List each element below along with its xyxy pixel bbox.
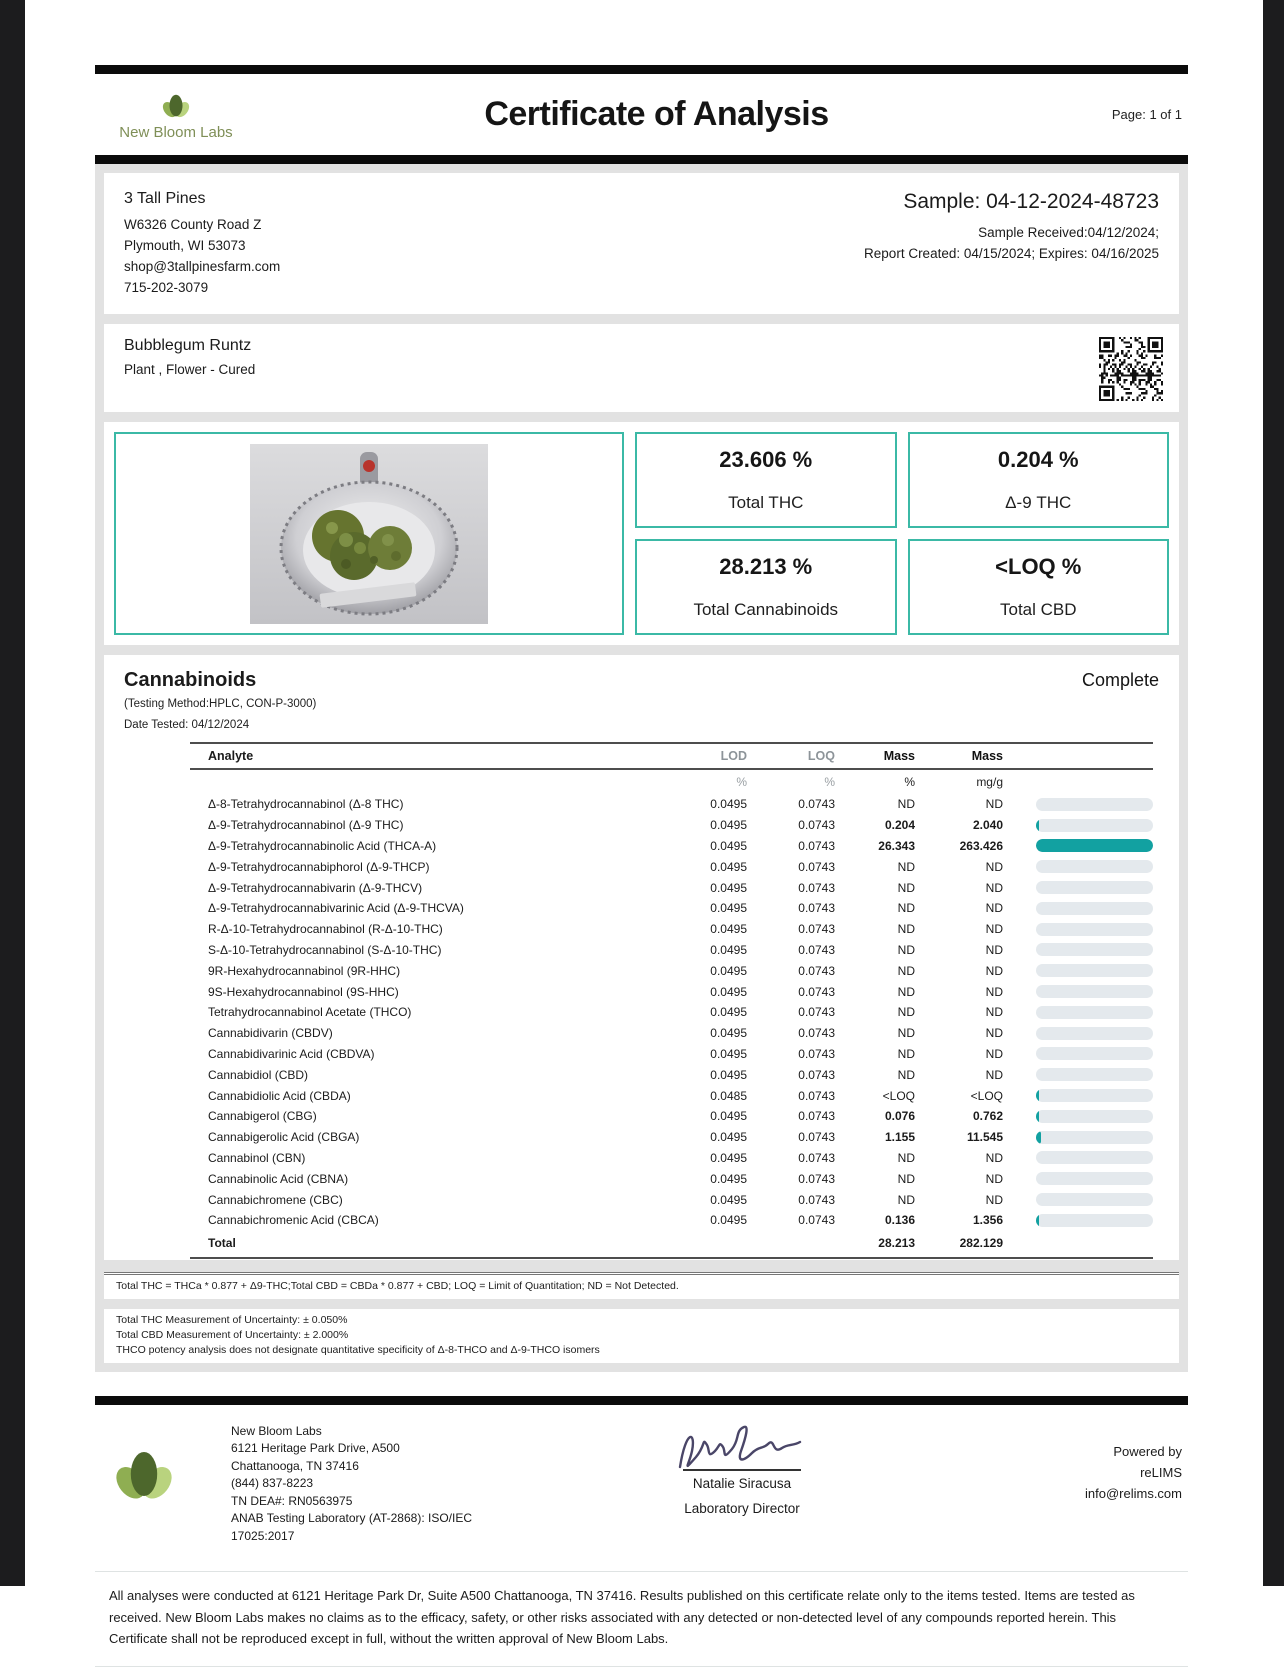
mass-mgg-value: ND — [985, 859, 1003, 874]
footnote-text: Total THC = THCa * 0.877 + Δ9-THC;Total CBD = CBDa * 0.877 + CBD; LOQ = Limit of Quantitation; ND = Not Detected. — [116, 1279, 679, 1292]
product-type: Plant , Flower - Cured — [124, 362, 256, 377]
lod-value: 0.0485 — [710, 1088, 747, 1103]
powered-by-email: info@relims.com — [1085, 1485, 1182, 1501]
calculation-footnote — [104, 1272, 1179, 1299]
analyte-name: Cannabichromene (CBC) — [208, 1192, 343, 1207]
signature-block — [632, 1417, 852, 1546]
loq-value: 0.0743 — [798, 797, 835, 812]
analyte-name: Cannabichromenic Acid (CBCA) — [208, 1213, 379, 1228]
mass-percent-value: ND — [897, 1046, 915, 1061]
analyte-name: Cannabidiolic Acid (CBDA) — [208, 1088, 351, 1103]
lod-value: 0.0495 — [710, 838, 747, 853]
footer-top-rule — [95, 1396, 1188, 1405]
analyte-name: Cannabidivarinic Acid (CBDVA) — [208, 1046, 375, 1061]
mass-percent-value: ND — [897, 1005, 915, 1020]
unit-mass-percent: % — [904, 775, 915, 789]
loq-value: 0.0743 — [798, 1088, 835, 1103]
mass-mgg-value: 1.356 — [972, 1213, 1003, 1228]
total-cannabinoids-box — [635, 539, 897, 635]
mass-bar-cell — [1003, 943, 1153, 956]
mass-bar-track — [1036, 964, 1153, 977]
table-row — [190, 1085, 1153, 1106]
delta9-thc-value: 0.204 % — [997, 447, 1079, 472]
mass-bar-cell — [1003, 860, 1153, 873]
lod-value: 0.0495 — [710, 1192, 747, 1207]
left-page-edge — [0, 0, 25, 1586]
lod-value: 0.0495 — [710, 797, 747, 812]
mass-bar-cell — [1003, 902, 1153, 915]
lab-brand — [101, 88, 251, 141]
col-mass-mgg: Mass — [971, 749, 1003, 763]
col-loq: LOQ — [807, 749, 835, 763]
lod-value: 0.0495 — [710, 1109, 747, 1124]
cannabinoids-section — [104, 655, 1179, 1260]
loq-value: 0.0743 — [798, 984, 835, 999]
results-summary-card — [104, 422, 1179, 645]
product-info — [124, 337, 255, 377]
table-header — [190, 742, 1153, 770]
mass-mgg-value: ND — [985, 1067, 1003, 1082]
table-row — [190, 1023, 1153, 1044]
mass-mgg-value: ND — [985, 880, 1003, 895]
mass-mgg-value: ND — [985, 984, 1003, 999]
mass-bar-cell — [1003, 1110, 1153, 1123]
mass-mgg-value: <LOQ — [970, 1088, 1003, 1103]
qr-code — [1099, 337, 1163, 401]
col-mass-percent: Mass — [883, 749, 915, 763]
total-cbd-box — [908, 539, 1170, 635]
testing-method: (Testing Method:HPLC, CON-P-3000) — [124, 698, 317, 710]
table-total-row — [190, 1231, 1153, 1255]
delta9-thc-label: Δ-9 THC — [1005, 493, 1072, 512]
document-header — [95, 74, 1188, 155]
powered-by-label: Powered by — [1113, 1443, 1182, 1459]
three-leaf-logo-icon — [159, 88, 193, 122]
table-row — [190, 960, 1153, 981]
table-row — [190, 940, 1153, 961]
table-row — [190, 1148, 1153, 1169]
client-address-line2: Plymouth, WI 53073 — [124, 238, 246, 253]
table-row — [190, 815, 1153, 836]
mass-percent-value: ND — [897, 1067, 915, 1082]
mass-bar-fill — [1036, 1131, 1041, 1144]
mass-mgg-value: 263.426 — [959, 838, 1003, 853]
loq-value: 0.0743 — [798, 1171, 835, 1186]
mass-bar-track — [1036, 923, 1153, 936]
total-cannabinoids-label: Total Cannabinoids — [693, 600, 839, 619]
mass-bar-cell — [1003, 1089, 1153, 1102]
total-cbd-label: Total CBD — [999, 600, 1077, 619]
mass-mgg-value: ND — [985, 797, 1003, 812]
table-row — [190, 877, 1153, 898]
table-row — [190, 919, 1153, 940]
signature-rule — [683, 1469, 801, 1471]
mass-mgg-value: ND — [985, 1005, 1003, 1020]
footnote-line: THCO potency analysis does not designate quantitative specificity of Δ-8-THCO and Δ-9-THCO isomers — [116, 1343, 600, 1356]
total-label: Total — [208, 1235, 236, 1250]
lod-value: 0.0495 — [710, 1046, 747, 1061]
table-row — [190, 1127, 1153, 1148]
mass-bar-cell — [1003, 1068, 1153, 1081]
mass-bar-track — [1036, 1089, 1153, 1102]
footnote-line: Total CBD Measurement of Uncertainty: ± 2.000% — [116, 1328, 349, 1341]
mass-percent-value: ND — [897, 1192, 915, 1207]
mass-percent-value: ND — [897, 880, 915, 895]
total-mass-percent: 28.213 — [878, 1235, 915, 1250]
table-units-row — [190, 770, 1153, 794]
table-row — [190, 1210, 1153, 1231]
table-row — [190, 1189, 1153, 1210]
table-row — [190, 981, 1153, 1002]
loq-value: 0.0743 — [798, 1192, 835, 1207]
unit-mass-mgg: mg/g — [976, 775, 1003, 789]
uncertainty-footnotes — [104, 1309, 1179, 1363]
mass-bar-fill — [1036, 1110, 1039, 1123]
analyte-name: Δ-9-Tetrahydrocannabiphorol (Δ-9-THCP) — [208, 859, 430, 874]
document-title: Certificate of Analysis — [484, 95, 829, 133]
table-row — [190, 1106, 1153, 1127]
analyte-name: 9R-Hexahydrocannabinol (9R-HHC) — [208, 963, 401, 978]
mass-mgg-value: ND — [985, 942, 1003, 957]
lab-brand-name: New Bloom Labs — [119, 124, 233, 141]
loq-value: 0.0743 — [798, 1109, 835, 1124]
powered-by-brand: reLIMS — [1140, 1464, 1182, 1480]
mass-bar-cell — [1003, 798, 1153, 811]
analyte-name: Cannabigerol (CBG) — [208, 1109, 317, 1124]
signer-name: Natalie Siracusa — [692, 1475, 792, 1491]
analyte-name: Δ-9-Tetrahydrocannabivarin (Δ-9-THCV) — [208, 880, 423, 895]
mass-bar-track — [1036, 1193, 1153, 1206]
analyte-name: Δ-8-Tetrahydrocannabinol (Δ-8 THC) — [208, 797, 404, 812]
loq-value: 0.0743 — [798, 901, 835, 916]
mass-percent-value: ND — [897, 901, 915, 916]
mass-bar-track — [1036, 1047, 1153, 1060]
lod-value: 0.0495 — [710, 922, 747, 937]
loq-value: 0.0743 — [798, 1150, 835, 1165]
client-address-line1: W6326 County Road Z — [124, 217, 262, 232]
mass-mgg-value: ND — [985, 1171, 1003, 1186]
section-title: Cannabinoids — [124, 669, 257, 691]
mass-bar-track — [1036, 985, 1153, 998]
analyte-name: S-Δ-10-Tetrahydrocannabinol (S-Δ-10-THC) — [208, 942, 442, 957]
mass-percent-value: ND — [897, 942, 915, 957]
loq-value: 0.0743 — [798, 942, 835, 957]
summary-boxes — [635, 432, 1169, 635]
sample-id: Sample: 04-12-2024-48723 — [903, 190, 1159, 213]
mass-bar-fill — [1036, 819, 1039, 832]
mass-mgg-value: ND — [985, 922, 1003, 937]
certificate-page — [95, 0, 1188, 1667]
lab-dea-number: TN DEA#: RN0563975 — [231, 1493, 353, 1508]
footer-three-leaf-logo-icon — [111, 1439, 177, 1546]
mass-percent-value: 26.343 — [878, 838, 915, 853]
table-row — [190, 1002, 1153, 1023]
mass-bar-cell — [1003, 839, 1153, 852]
mass-bar-cell — [1003, 1193, 1153, 1206]
lab-name: New Bloom Labs — [231, 1423, 322, 1438]
mass-bar-cell — [1003, 1047, 1153, 1060]
mass-mgg-value: ND — [985, 901, 1003, 916]
signature-image — [662, 1417, 822, 1475]
mass-bar-cell — [1003, 923, 1153, 936]
total-cannabinoids-value: 28.213 % — [719, 554, 813, 579]
mass-mgg-value: 0.762 — [972, 1109, 1003, 1124]
loq-value: 0.0743 — [798, 922, 835, 937]
analyte-name: Tetrahydrocannabinol Acetate (THCO) — [208, 1005, 412, 1020]
mass-percent-value: ND — [897, 1171, 915, 1186]
mass-bar-cell — [1003, 881, 1153, 894]
mass-percent-value: 0.076 — [884, 1109, 915, 1124]
mass-mgg-value: 2.040 — [972, 818, 1003, 833]
loq-value: 0.0743 — [798, 1130, 835, 1145]
mass-bar-cell — [1003, 1027, 1153, 1040]
mass-bar-track — [1036, 1151, 1153, 1164]
mass-bar-cell — [1003, 1131, 1153, 1144]
mass-bar-cell — [1003, 964, 1153, 977]
mass-bar-track — [1036, 1006, 1153, 1019]
lod-value: 0.0495 — [710, 942, 747, 957]
lod-value: 0.0495 — [710, 901, 747, 916]
sample-photo-frame — [114, 432, 624, 635]
analyte-name: Cannabigerolic Acid (CBGA) — [208, 1130, 360, 1145]
client-email: shop@3tallpinesfarm.com — [124, 259, 281, 274]
loq-value: 0.0743 — [798, 1026, 835, 1041]
page-number: Page: 1 of 1 — [1111, 107, 1182, 122]
total-thc-box — [635, 432, 897, 528]
lod-value: 0.0495 — [710, 1213, 747, 1228]
total-mass-mgg: 282.129 — [959, 1235, 1003, 1250]
lab-accreditation-line2: 17025:2017 — [231, 1528, 295, 1543]
mass-bar-track — [1036, 902, 1153, 915]
mass-percent-value: 0.136 — [884, 1213, 915, 1228]
lod-value: 0.0495 — [710, 880, 747, 895]
loq-value: 0.0743 — [798, 859, 835, 874]
table-row — [190, 794, 1153, 815]
loq-value: 0.0743 — [798, 1005, 835, 1020]
sample-photo — [250, 444, 488, 624]
report-dates: Report Created: 04/15/2024; Expires: 04/16/2025 — [864, 246, 1159, 261]
mass-bar-track — [1036, 819, 1153, 832]
mass-bar-cell — [1003, 1214, 1153, 1227]
lod-value: 0.0495 — [710, 1150, 747, 1165]
col-analyte: Analyte — [208, 749, 254, 763]
mass-percent-value: 0.204 — [884, 818, 915, 833]
product-name: Bubblegum Runtz — [124, 337, 252, 354]
analyte-name: Δ-9-Tetrahydrocannabivarinic Acid (Δ-9-THCVA) — [208, 901, 464, 916]
mass-percent-value: 1.155 — [884, 1130, 915, 1145]
loq-value: 0.0743 — [798, 963, 835, 978]
unit-loq: % — [824, 775, 835, 789]
mass-mgg-value: ND — [985, 1046, 1003, 1061]
mass-mgg-value: ND — [985, 963, 1003, 978]
total-thc-value: 23.606 % — [719, 447, 813, 472]
mass-bar-track — [1036, 943, 1153, 956]
client-info — [124, 190, 280, 298]
mass-percent-value: <LOQ — [882, 1088, 915, 1103]
mass-bar-track — [1036, 1027, 1153, 1040]
mass-bar-cell — [1003, 1151, 1153, 1164]
header-top-rule — [95, 65, 1188, 74]
table-row — [190, 856, 1153, 877]
date-tested: Date Tested: 04/12/2024 — [124, 719, 250, 731]
analyte-name: 9S-Hexahydrocannabinol (9S-HHC) — [208, 984, 399, 999]
lab-address-line: Chattanooga, TN 37416 — [231, 1458, 359, 1473]
mass-bar-cell — [1003, 1172, 1153, 1185]
analyte-name: R-Δ-10-Tetrahydrocannabinol (R-Δ-10-THC) — [208, 922, 443, 937]
lab-phone: (844) 837-8223 — [231, 1476, 314, 1491]
table-row — [190, 1168, 1153, 1189]
client-sample-card — [104, 173, 1179, 314]
header-bottom-rule — [95, 155, 1188, 164]
mass-mgg-value: ND — [985, 1150, 1003, 1165]
lab-address-line: 6121 Heritage Park Drive, A500 — [231, 1441, 400, 1456]
analyte-name: Cannabidiol (CBD) — [208, 1067, 309, 1082]
mass-mgg-value: ND — [985, 1192, 1003, 1207]
mass-bar-track — [1036, 1131, 1153, 1144]
analyte-name: Δ-9-Tetrahydrocannabinolic Acid (THCA-A) — [208, 838, 437, 853]
client-name: 3 Tall Pines — [124, 190, 206, 207]
sample-info — [864, 190, 1159, 298]
table-bottom-rule — [190, 1257, 1153, 1259]
mass-bar-fill — [1036, 1089, 1039, 1102]
loq-value: 0.0743 — [798, 1213, 835, 1228]
mass-mgg-value: ND — [985, 1026, 1003, 1041]
signer-role: Laboratory Director — [684, 1500, 800, 1516]
lod-value: 0.0495 — [710, 859, 747, 874]
product-card — [104, 324, 1179, 412]
mass-percent-value: ND — [897, 797, 915, 812]
cannabinoid-table-body — [190, 794, 1153, 1231]
lod-value: 0.0495 — [710, 1130, 747, 1145]
mass-bar-track — [1036, 1172, 1153, 1185]
mass-percent-value: ND — [897, 1026, 915, 1041]
total-cbd-value: <LOQ % — [995, 554, 1082, 579]
mass-percent-value: ND — [897, 859, 915, 874]
loq-value: 0.0743 — [798, 1046, 835, 1061]
mass-bar-cell — [1003, 985, 1153, 998]
mass-percent-value: ND — [897, 1150, 915, 1165]
sample-received-date: Sample Received:04/12/2024; — [978, 225, 1159, 240]
analyte-name: Cannabinolic Acid (CBNA) — [208, 1171, 349, 1186]
section-status: Complete — [1081, 670, 1159, 690]
lod-value: 0.0495 — [710, 1067, 747, 1082]
loq-value: 0.0743 — [798, 818, 835, 833]
mass-bar-cell — [1003, 1006, 1153, 1019]
report-body — [95, 164, 1188, 1372]
mass-bar-track — [1036, 860, 1153, 873]
table-row — [190, 1044, 1153, 1065]
mass-percent-value: ND — [897, 984, 915, 999]
mass-bar-track — [1036, 839, 1153, 852]
col-lod: LOD — [720, 749, 747, 763]
table-row — [190, 1064, 1153, 1085]
lod-value: 0.0495 — [710, 1171, 747, 1186]
loq-value: 0.0743 — [798, 880, 835, 895]
right-page-edge — [1263, 0, 1284, 1586]
analyte-name: Cannabinol (CBN) — [208, 1150, 306, 1165]
loq-value: 0.0743 — [798, 838, 835, 853]
lod-value: 0.0495 — [710, 818, 747, 833]
table-row — [190, 898, 1153, 919]
powered-by-block — [1085, 1441, 1182, 1546]
lod-value: 0.0495 — [710, 1005, 747, 1020]
unit-lod: % — [736, 775, 747, 789]
mass-bar-track — [1036, 881, 1153, 894]
lab-accreditation: ANAB Testing Laboratory (AT-2868): ISO/IEC — [231, 1511, 472, 1526]
lod-value: 0.0495 — [710, 984, 747, 999]
mass-bar-fill — [1036, 839, 1153, 852]
mass-bar-track — [1036, 1110, 1153, 1123]
table-row — [190, 836, 1153, 857]
mass-percent-value: ND — [897, 922, 915, 937]
analyte-name: Cannabidivarin (CBDV) — [208, 1026, 333, 1041]
delta9-thc-box — [908, 432, 1170, 528]
analyte-name: Δ-9-Tetrahydrocannabinol (Δ-9 THC) — [208, 818, 404, 833]
footnote-line: Total THC Measurement of Uncertainty: ± 0.050% — [116, 1313, 348, 1326]
client-phone: 715-202-3079 — [124, 280, 209, 295]
loq-value: 0.0743 — [798, 1067, 835, 1082]
document-footer — [95, 1405, 1188, 1546]
mass-mgg-value: 11.545 — [966, 1130, 1003, 1145]
mass-percent-value: ND — [897, 963, 915, 978]
legal-disclaimer: All analyses were conducted at 6121 Heritage Park Dr, Suite A500 Chattanooga, TN 37416. Results published on this certificate relate only to the items tested. Items are tested as received. New Bloom Labs makes no claims as to the efficacy, safety, or other risks associated with any detected or non-detected level of any compounds reported herein. This Certificate shall not be reproduced except in full, without the written approval of New Bloom Labs. — [95, 1571, 1188, 1667]
mass-bar-track — [1036, 798, 1153, 811]
mass-bar-cell — [1003, 819, 1153, 832]
mass-bar-track — [1036, 1068, 1153, 1081]
lab-contact-info — [231, 1417, 472, 1546]
total-thc-label: Total THC — [728, 493, 804, 512]
cannabinoid-table — [190, 742, 1153, 1255]
lod-value: 0.0495 — [710, 1026, 747, 1041]
mass-bar-track — [1036, 1214, 1153, 1227]
mass-bar-fill — [1036, 1214, 1039, 1227]
lod-value: 0.0495 — [710, 963, 747, 978]
